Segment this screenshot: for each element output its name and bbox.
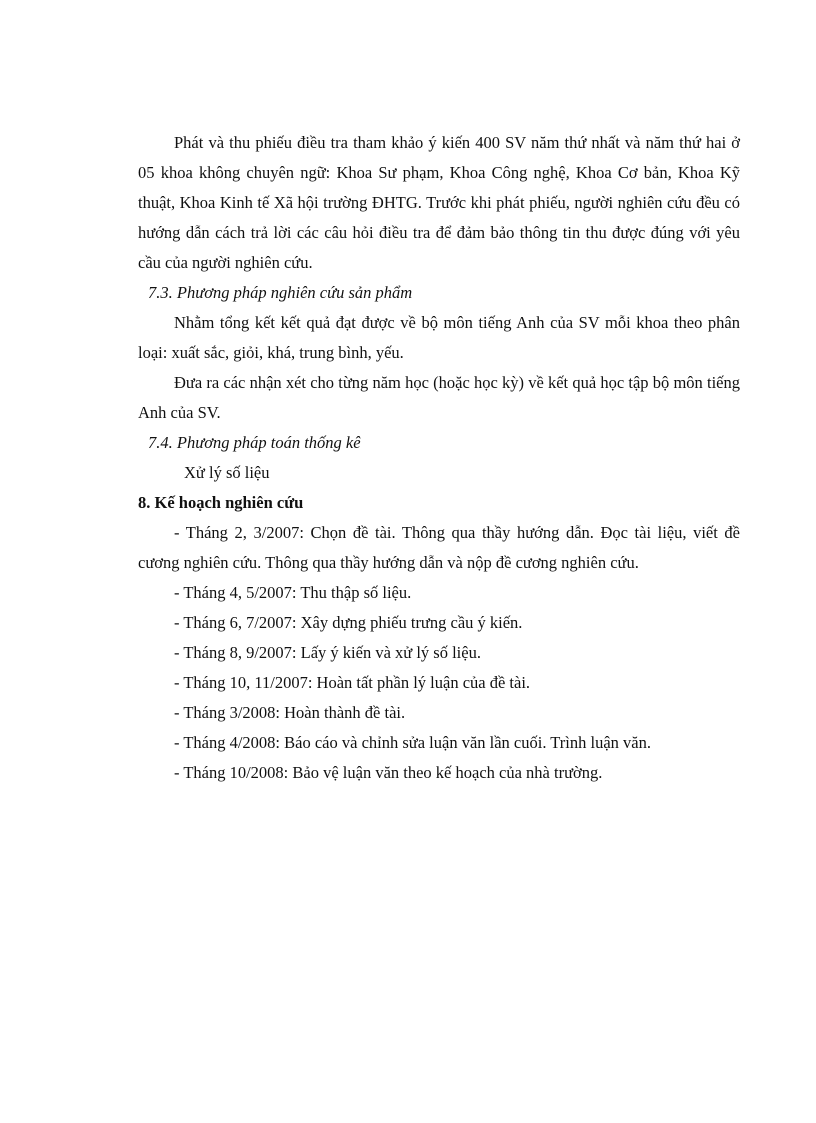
document-page [138, 128, 740, 788]
plan-item: - Tháng 4/2008: Báo cáo và chỉnh sửa luận văn lần cuối. Trình luận văn. [174, 733, 651, 752]
product-research-paragraph-2: Đưa ra các nhận xét cho từng năm học (hoặc học kỳ) về kết quả học tập bộ môn tiếng Anh của SV. [138, 373, 740, 422]
plan-item: - Tháng 3/2008: Hoàn thành đề tài. [174, 703, 406, 722]
plan-item: - Tháng 2, 3/2007: Chọn đề tài. Thông qua thầy hướng dẫn. Đọc tài liệu, viết đề cương nghiên cứu. Thông qua thầy hướng dẫn và nộp đề cương nghiên cứu. [138, 523, 740, 572]
plan-item: - Tháng 8, 9/2007: Lấy ý kiến và xử lý số liệu. [174, 643, 481, 662]
plan-item: - Tháng 4, 5/2007: Thu thập số liệu. [174, 583, 412, 602]
research-plan-heading: 8. Kế hoạch nghiên cứu [138, 493, 304, 512]
plan-item: - Tháng 6, 7/2007: Xây dựng phiếu trưng cầu ý kiến. [174, 613, 523, 632]
plan-item: - Tháng 10/2008: Bảo vệ luận văn theo kế hoạch của nhà trường. [174, 763, 603, 782]
product-research-paragraph-1: Nhằm tổng kết kết quả đạt được về bộ môn tiếng Anh của SV mỗi khoa theo phân loại: xuất sắc, giỏi, khá, trung bình, yếu. [138, 313, 740, 362]
plan-item: - Tháng 10, 11/2007: Hoàn tất phần lý luận của đề tài. [174, 673, 531, 692]
product-research-heading: 7.3. Phương pháp nghiên cứu sản phẩm [148, 283, 413, 302]
statistics-line: Xử lý số liệu [184, 463, 270, 482]
survey-paragraph: Phát và thu phiếu điều tra tham khảo ý kiến 400 SV năm thứ nhất và năm thứ hai ở 05 khoa không chuyên ngữ: Khoa Sư phạm, Khoa Công nghệ, Khoa Cơ bản, Khoa Kỹ thuật, Khoa Kinh tế Xã hội trường ĐHTG. Trước khi phát phiếu, người nghiên cứu đều có hướng dẫn cách trả lời các câu hỏi điều tra để đảm bảo thông tin thu được đúng với yêu cầu của người nghiên cứu. [138, 133, 740, 272]
statistics-heading: 7.4. Phương pháp toán thống kê [148, 433, 361, 452]
